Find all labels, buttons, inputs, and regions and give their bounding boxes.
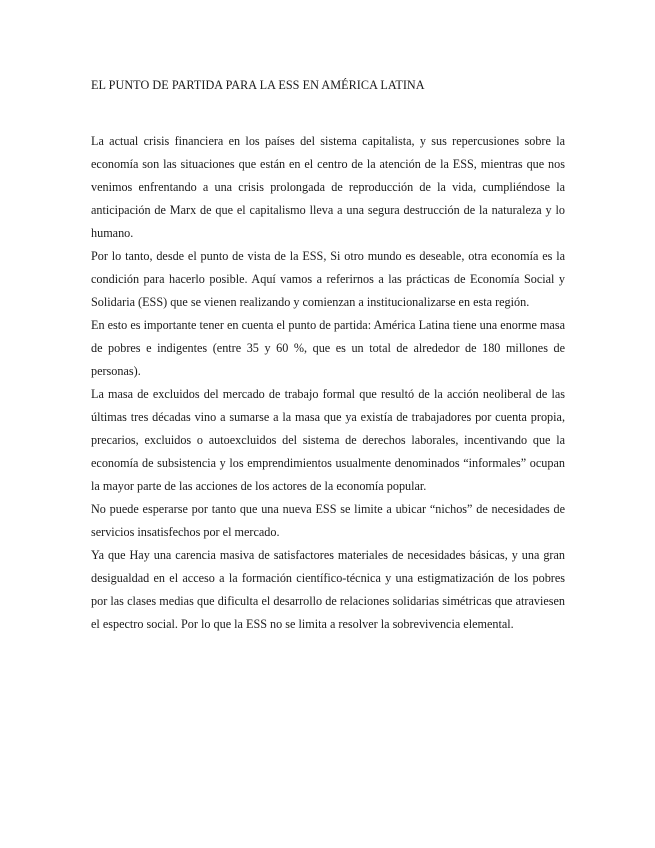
paragraph-carencia: Ya que Hay una carencia masiva de satisfactores materiales de necesidades básicas, y una gran desigualdad en el acceso a la formación científico-técnica y una estigmatización de los pobres por las clases medias que dificulta el desarrollo de relaciones solidarias simétricas que atraviesen el espectro social. Por lo que la ESS no se limita a resolver la sobrevivencia elemental. — [91, 548, 565, 631]
document-body — [91, 76, 565, 636]
title-spacer — [91, 94, 565, 130]
document-title: EL PUNTO DE PARTIDA PARA LA ESS EN AMÉRICA LATINA — [91, 78, 425, 92]
paragraph-otro-mundo: Por lo tanto, desde el punto de vista de la ESS, Si otro mundo es deseable, otra economía es la condición para hacerlo posible. Aquí vamos a referirnos a las prácticas de Economía Social y Solidaria (ESS) que se vienen realizando y comienzan a institucionalizarse en esta región. — [91, 249, 565, 309]
paragraph-excluidos: La masa de excluidos del mercado de trabajo formal que resultó de la acción neoliberal de las últimas tres décadas vino a sumarse a la masa que ya existía de trabajadores por cuenta propia, precarios, excluidos o autoexcluidos del sistema de derechos laborales, incentivando que la economía de subsistencia y los emprendimientos usualmente denominados “informales” ocupan la mayor parte de las acciones de los actores de la economía popular. — [91, 387, 565, 493]
paragraph-punto-de-partida: En esto es importante tener en cuenta el punto de partida: América Latina tiene una enorme masa de pobres e indigentes (entre 35 y 60 %, que es un total de alrededor de 180 millones de personas). — [91, 318, 565, 378]
paragraph-crisis: La actual crisis financiera en los países del sistema capitalista, y sus repercusiones sobre la economía son las situaciones que están en el centro de la atención de la ESS, mientras que nos venimos enfrentando a una crisis prolongada de reproducción de la vida, cumpliéndose la anticipación de Marx de que el capitalismo lleva a una segura destrucción de la naturaleza y lo humano. — [91, 134, 565, 240]
paragraph-nichos: No puede esperarse por tanto que una nueva ESS se limite a ubicar “nichos” de necesidades de servicios insatisfechos por el mercado. — [91, 502, 565, 539]
